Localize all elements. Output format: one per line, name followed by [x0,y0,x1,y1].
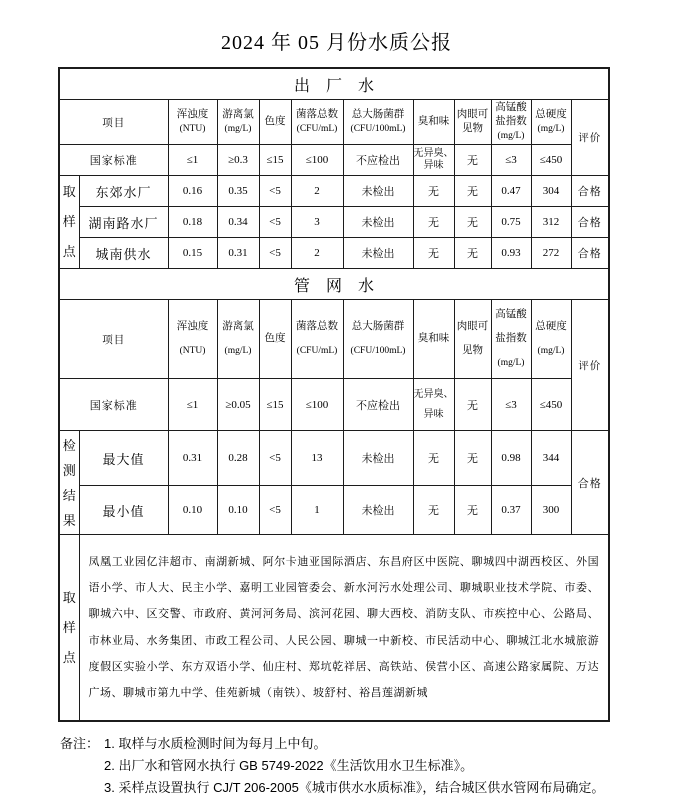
standard-cell: 不应检出 [343,379,413,431]
standard-cell: ≤15 [259,145,291,176]
standard-cell: 无 [454,145,491,176]
header-free-chlorine: 游离氯 (mg/L) [217,100,259,145]
sampling-group-label: 取 样 点 [59,535,79,722]
value-cell: 0.93 [491,238,531,269]
value-cell: 304 [531,176,571,207]
standard-cell: ≤15 [259,379,291,431]
header-permanganate-index: 高锰酸 盐指数 (mg/L) [491,300,531,379]
header-evaluation: 评价 [571,100,609,176]
header-turbidity: 浑浊度 (NTU) [168,100,217,145]
value-cell: 无 [454,238,491,269]
value-cell: 无 [413,176,454,207]
value-cell: 未检出 [343,207,413,238]
standard-cell: ≤100 [291,379,343,431]
section-title-pipe-network-water: 管 网 水 [59,269,609,300]
test-result-group-label: 检 测 结 果 [59,431,79,535]
value-cell: 0.10 [168,486,217,535]
note-text: 3. 采样点设置执行 CJ/T 206-2005《城市供水水质标准》，结合城区供水管网布局确定。 [104,780,605,795]
header-bacteria-total: 菌落总数 (CFU/mL) [291,100,343,145]
value-cell: 未检出 [343,431,413,486]
value-cell: 272 [531,238,571,269]
row-label-dongjiao-plant: 东郊水厂 [79,176,168,207]
note-text: 1. 取样与水质检测时间为每月上中旬。 [104,736,327,751]
value-cell: 3 [291,207,343,238]
value-cell: 未检出 [343,176,413,207]
value-cell: 无 [454,207,491,238]
header-chroma: 色度 [259,300,291,379]
header-item-label: 项目 [59,300,168,379]
standard-row-label: 国家标准 [59,145,168,176]
value-cell: 0.47 [491,176,531,207]
value-cell: 无 [413,486,454,535]
value-cell: 0.98 [491,431,531,486]
header-evaluation: 评价 [571,300,609,431]
value-cell: 未检出 [343,238,413,269]
standard-cell: ≤1 [168,145,217,176]
header-visible-matter: 肉眼可 见物 [454,100,491,145]
value-cell: 无 [454,176,491,207]
standard-cell: ≤100 [291,145,343,176]
standard-cell: 无 [454,379,491,431]
header-total-coliform: 总大肠菌群 (CFU/100mL) [343,100,413,145]
header-chroma: 色度 [259,100,291,145]
standard-cell: ≥0.3 [217,145,259,176]
header-total-hardness: 总硬度 (mg/L) [531,100,571,145]
value-cell: 0.37 [491,486,531,535]
row-label-hunanlu-plant: 湖南路水厂 [79,207,168,238]
evaluation-cell: 合格 [571,238,609,269]
value-cell: 0.35 [217,176,259,207]
row-label-maximum: 最大值 [79,431,168,486]
value-cell: <5 [259,238,291,269]
note-text: 2. 出厂水和管网水执行 GB 5749-2022《生活饮用水卫生标准》。 [104,758,474,773]
standard-cell: ≥0.05 [217,379,259,431]
header-permanganate-index: 高锰酸 盐指数 (mg/L) [491,100,531,145]
header-odor-taste: 臭和味 [413,300,454,379]
value-cell: 344 [531,431,571,486]
value-cell: 0.28 [217,431,259,486]
section-title-finished-water: 出 厂 水 [59,68,609,100]
water-quality-table [58,67,610,722]
header-free-chlorine: 游离氯 (mg/L) [217,300,259,379]
standard-cell: ≤3 [491,145,531,176]
standard-cell: 无异臭、 异味 [413,379,454,431]
value-cell: 0.34 [217,207,259,238]
notes-label-spacer [60,777,104,799]
sampling-group-label: 取 样 点 [59,176,79,269]
standard-cell: ≤1 [168,379,217,431]
value-cell: <5 [259,176,291,207]
header-bacteria-total: 菌落总数 (CFU/mL) [291,300,343,379]
value-cell: 无 [454,431,491,486]
value-cell: 0.31 [217,238,259,269]
value-cell: 未检出 [343,486,413,535]
evaluation-cell: 合格 [571,431,609,535]
standard-cell: 不应检出 [343,145,413,176]
header-item-label: 项目 [59,100,168,145]
standard-cell: ≤450 [531,145,571,176]
value-cell: 2 [291,238,343,269]
value-cell: 无 [413,431,454,486]
value-cell: <5 [259,486,291,535]
evaluation-cell: 合格 [571,207,609,238]
header-turbidity: 浑浊度 (NTU) [168,300,217,379]
notes-label-spacer [60,755,104,777]
header-visible-matter: 肉眼可 见物 [454,300,491,379]
value-cell: 0.10 [217,486,259,535]
notes [60,733,673,799]
note-line-2 [60,755,673,777]
value-cell: <5 [259,207,291,238]
value-cell: 无 [413,238,454,269]
value-cell: 无 [454,486,491,535]
sampling-points-text: 凤凰工业园亿沣超市、南湖新城、阿尔卡迪亚国际酒店、东昌府区中医院、聊城四中湖西校区、外国语小学、市人大、民主小学、嘉明工业园管委会、新水河污水处理公司、聊城职业技术学院、市委、聊城六中、区交警、市政府、黄河河务局、滨河花园、聊大西校、消防支队、市疾控中心、公路局、市林业局、水务集团、市政工程公司、人民公园、聊城一中新校、市民活动中心、聊城江北水城旅游度假区实验小学、东方双语小学、仙庄村、郑坑乾祥居、高铁站、侯营小区、高速公路家属院、万达广场、聊城市第九中学、佳苑新城（南铁）、坡舒村、裕昌莲湖新城 [79,535,609,722]
value-cell: 0.15 [168,238,217,269]
page-title: 2024 年 05 月份水质公报 [221,32,452,54]
note-line-1 [60,733,673,755]
value-cell: 312 [531,207,571,238]
header-total-coliform: 总大肠菌群 (CFU/100mL) [343,300,413,379]
evaluation-cell: 合格 [571,176,609,207]
value-cell: 无 [413,207,454,238]
standard-cell: 无异臭、 异味 [413,145,454,176]
header-total-hardness: 总硬度 (mg/L) [531,300,571,379]
header-odor-taste: 臭和味 [413,100,454,145]
standard-cell: ≤3 [491,379,531,431]
notes-label: 备注： [60,736,100,751]
value-cell: 0.18 [168,207,217,238]
value-cell: 0.16 [168,176,217,207]
value-cell: 300 [531,486,571,535]
value-cell: 1 [291,486,343,535]
value-cell: 0.31 [168,431,217,486]
standard-row-label: 国家标准 [59,379,168,431]
value-cell: 13 [291,431,343,486]
standard-cell: ≤450 [531,379,571,431]
value-cell: 0.75 [491,207,531,238]
note-line-3 [60,777,673,799]
value-cell: 2 [291,176,343,207]
row-label-minimum: 最小值 [79,486,168,535]
value-cell: <5 [259,431,291,486]
row-label-chengnan-supply: 城南供水 [79,238,168,269]
